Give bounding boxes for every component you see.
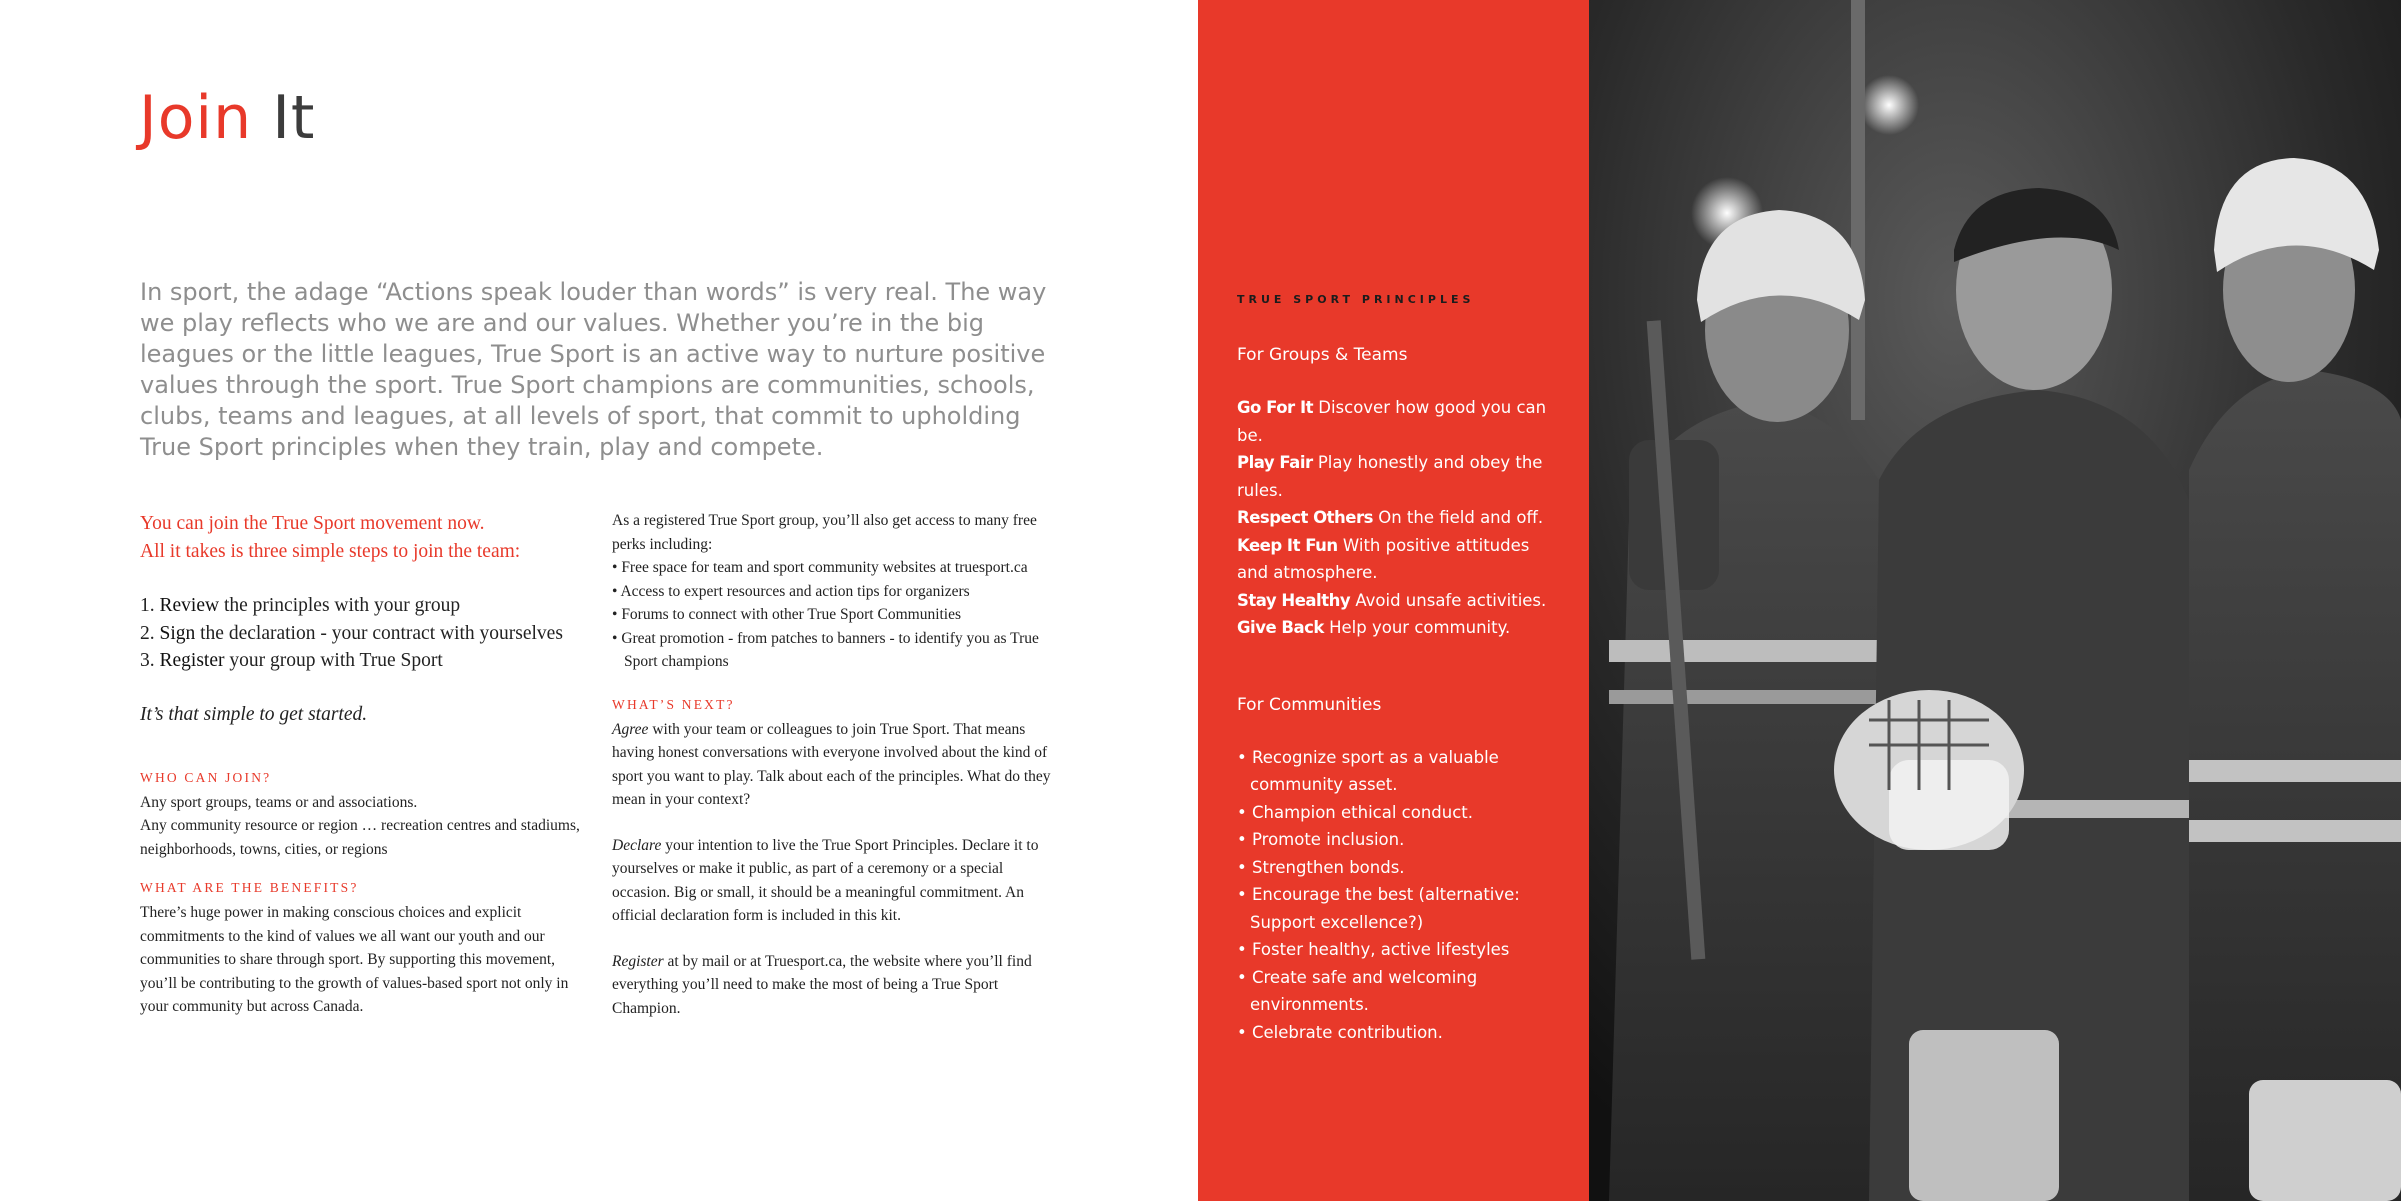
step-item	[140, 647, 580, 675]
agree-paragraph	[612, 718, 1062, 812]
declare-text: your intention to live the True Sport Principles. Declare it to yourselves or make it public, as part of a ceremony or a special occasion. Big or small, it should be a meaningful commitment. An official declaration form is included in this kit.	[612, 836, 1039, 924]
join-call	[140, 510, 580, 566]
step-number: 1.	[140, 595, 155, 616]
agree-text: with your team or colleagues to join True Sport. That means having honest conversations with everyone involved about the kind of sport you want to play. Talk about each of the principles. What do they mean in your context?	[612, 720, 1051, 808]
communities-heading: For Communities	[1237, 694, 1382, 715]
step-item	[140, 620, 580, 648]
declare-paragraph	[612, 834, 1062, 928]
principle-item	[1237, 449, 1557, 504]
list-item: • Celebrate contribution.	[1237, 1019, 1557, 1047]
title-accent: Join	[139, 83, 253, 153]
list-item: • Foster healthy, active lifestyles	[1237, 936, 1557, 964]
principle-text: Discover how good you can be.	[1237, 398, 1547, 445]
principle-item	[1237, 504, 1557, 532]
principle-text: Help your community.	[1329, 618, 1511, 637]
principle-item	[1237, 587, 1557, 615]
list-item: • Free space for team and sport community websites at truesport.ca	[612, 556, 1062, 580]
step-number: 2.	[140, 622, 155, 644]
principle-text: On the field and off.	[1378, 508, 1544, 527]
who-text	[140, 791, 580, 862]
step-verb: Register	[159, 650, 225, 671]
list-item: • Create safe and welcoming environments.	[1237, 964, 1557, 1019]
list-item: • Champion ethical conduct.	[1237, 799, 1557, 827]
perks-intro: As a registered True Sport group, you’ll also get access to many free perks including:	[612, 512, 1037, 553]
declare-verb: Declare	[612, 836, 662, 854]
next-heading: WHAT’S NEXT?	[612, 696, 735, 712]
principle-name: Play Fair	[1237, 453, 1313, 472]
principles-panel	[1198, 0, 1589, 1201]
principle-name: Give Back	[1237, 618, 1324, 637]
step-verb: Review	[159, 595, 220, 616]
principles-content	[1237, 292, 1557, 1046]
register-text: at by mail or at Truesport.ca, the website where you’ll find everything you’ll need to make the most of being a True Sport Champion.	[612, 952, 1032, 1017]
step-text: your group with True Sport	[229, 650, 443, 671]
list-item: • Encourage the best (alternative: Support excellence?)	[1237, 881, 1557, 936]
agree-verb: Agree	[612, 720, 649, 738]
principle-text: Play honestly and obey the rules.	[1237, 453, 1543, 500]
groups-heading: For Groups & Teams	[1237, 345, 1408, 365]
title-rest: It	[272, 83, 316, 153]
principles-list	[1237, 394, 1557, 642]
who-heading: WHO CAN JOIN?	[140, 769, 272, 785]
page-title	[139, 78, 315, 158]
list-item: • Great promotion - from patches to banners - to identify you as True Sport champions	[612, 627, 1062, 674]
register-paragraph	[612, 950, 1062, 1021]
principle-item	[1237, 614, 1557, 642]
step-text: the declaration - your contract with yourselves	[200, 622, 563, 644]
hockey-players-photo	[1589, 0, 2401, 1201]
photo-illustration	[1589, 0, 2401, 1201]
left-column	[140, 510, 580, 1039]
step-verb: Sign	[159, 622, 196, 644]
principle-text: Avoid unsafe activities.	[1355, 590, 1547, 610]
step-text: the principles with your group	[223, 595, 461, 616]
steps-list	[140, 592, 580, 675]
who-line-1: Any sport groups, teams or and associations.	[140, 793, 418, 811]
who-line-2: Any community resource or region … recreation centres and stadiums, neighborhoods, towns, cities, or regions	[140, 817, 580, 858]
list-item: • Strengthen bonds.	[1237, 854, 1557, 882]
principle-name: Respect Others	[1237, 508, 1373, 527]
tagline: It’s that simple to get started.	[140, 703, 368, 725]
register-verb: Register	[612, 952, 664, 970]
join-call-line-1: You can join the True Sport movement now.	[140, 513, 485, 534]
principle-item	[1237, 532, 1557, 587]
list-item: • Recognize sport as a valuable community asset.	[1237, 744, 1557, 799]
principle-name: Stay Healthy	[1237, 590, 1351, 610]
communities-list	[1237, 744, 1557, 1047]
perks-list	[612, 556, 1062, 674]
benefits-heading: WHAT ARE THE BENEFITS?	[140, 880, 359, 895]
right-column	[612, 509, 1062, 1042]
join-call-line-2: All it takes is three simple steps to join the team:	[140, 541, 521, 562]
list-item: • Forums to connect with other True Sport Communities	[612, 603, 1062, 627]
principle-name: Keep It Fun	[1237, 535, 1338, 555]
step-number: 3.	[140, 650, 155, 671]
list-item: • Promote inclusion.	[1237, 826, 1557, 854]
benefits-text: There’s huge power in making conscious choices and explicit commitments to the kind of values we all want our youth and our communities to share through sport. By supporting this movement, you’ll be contributing to the growth of values-based sport not only in your community but across Canada.	[140, 904, 569, 1015]
principle-name: Go For It	[1237, 398, 1313, 417]
intro-paragraph: In sport, the adage “Actions speak louder than words” is very real. The way we play reflects who we are and our values. Whether you’re in the big leagues or the little leagues, True Sport is an active way to nurture positive values through the sport. True Sport champions are communities, schools, clubs, teams and leagues, at all levels of sport, that commit to upholding True Sport principles when they train, play and compete.	[140, 278, 1047, 461]
step-item	[140, 592, 580, 620]
principles-heading: TRUE SPORT PRINCIPLES	[1237, 293, 1475, 306]
principle-item	[1237, 394, 1557, 449]
principle-text: With positive attitudes and atmosphere.	[1237, 535, 1530, 582]
list-item: • Access to expert resources and action tips for organizers	[612, 580, 1062, 604]
